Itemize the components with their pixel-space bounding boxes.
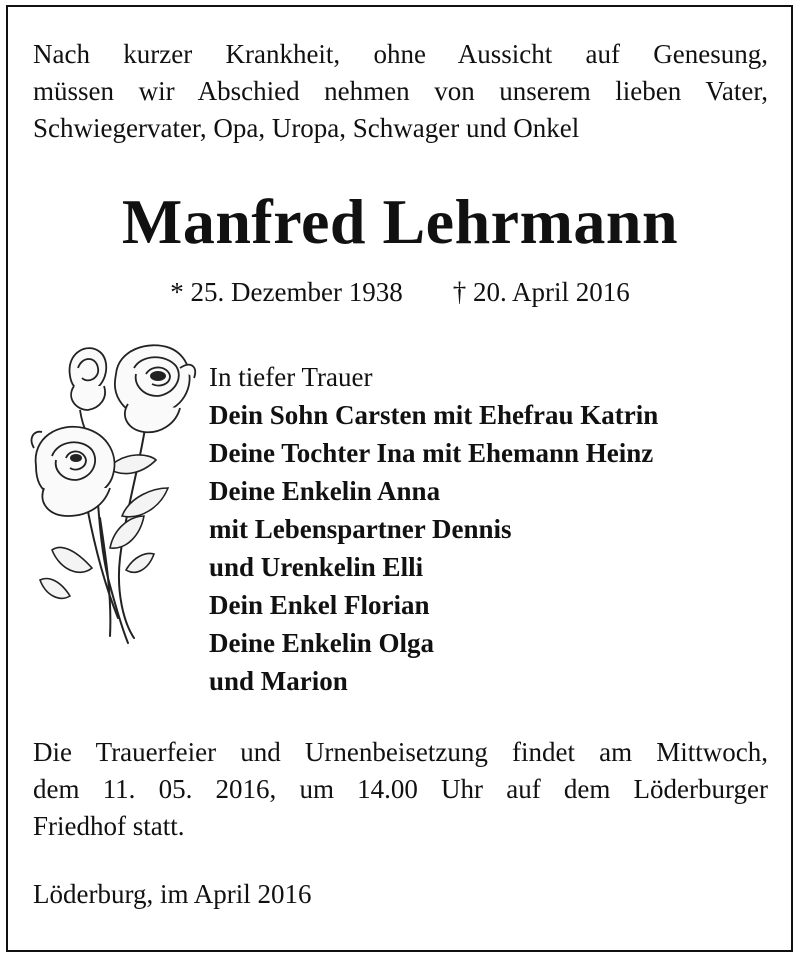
place-date: Löderburg, im April 2016: [33, 879, 312, 909]
mourner-name: Dein Sohn Carsten mit Ehefrau Katrin: [209, 400, 659, 430]
mourner-name: und Marion: [209, 666, 348, 696]
mourners-block: [209, 358, 658, 700]
mourner-name: Deine Enkelin Anna: [209, 476, 441, 506]
intro-text: [33, 36, 768, 147]
deceased-name: Manfred Lehrmann: [121, 186, 679, 257]
life-dates: [0, 274, 800, 310]
mourner-name: mit Lebenspartner Dennis: [209, 514, 512, 544]
funeral-line: Die Trauerfeier und Urnenbeisetzung findet am Mittwoch,: [33, 737, 768, 767]
mourner-name: Deine Enkelin Olga: [209, 628, 435, 658]
mourner-name: Deine Tochter Ina mit Ehemann Heinz: [209, 438, 654, 468]
intro-line: müssen wir Abschied nehmen von unserem lieben Vater,: [33, 76, 768, 106]
funeral-line: dem 11. 05. 2016, um 14.00 Uhr auf dem Löderburger: [33, 774, 768, 804]
funeral-line: Friedhof statt.: [33, 811, 185, 841]
intro-line: Nach kurzer Krankheit, ohne Aussicht auf Genesung,: [33, 39, 768, 69]
birth-date: * 25. Dezember 1938: [170, 277, 403, 307]
roses-icon: [30, 338, 202, 658]
mourners-lead: In tiefer Trauer: [209, 362, 373, 392]
mourner-name: und Urenkelin Elli: [209, 552, 424, 582]
mourner-name: Dein Enkel Florian: [209, 590, 430, 620]
funeral-notice: [33, 734, 768, 845]
death-date: † 20. April 2016: [452, 277, 630, 307]
intro-line: Schwiegervater, Opa, Uropa, Schwager und Onkel: [33, 113, 580, 143]
